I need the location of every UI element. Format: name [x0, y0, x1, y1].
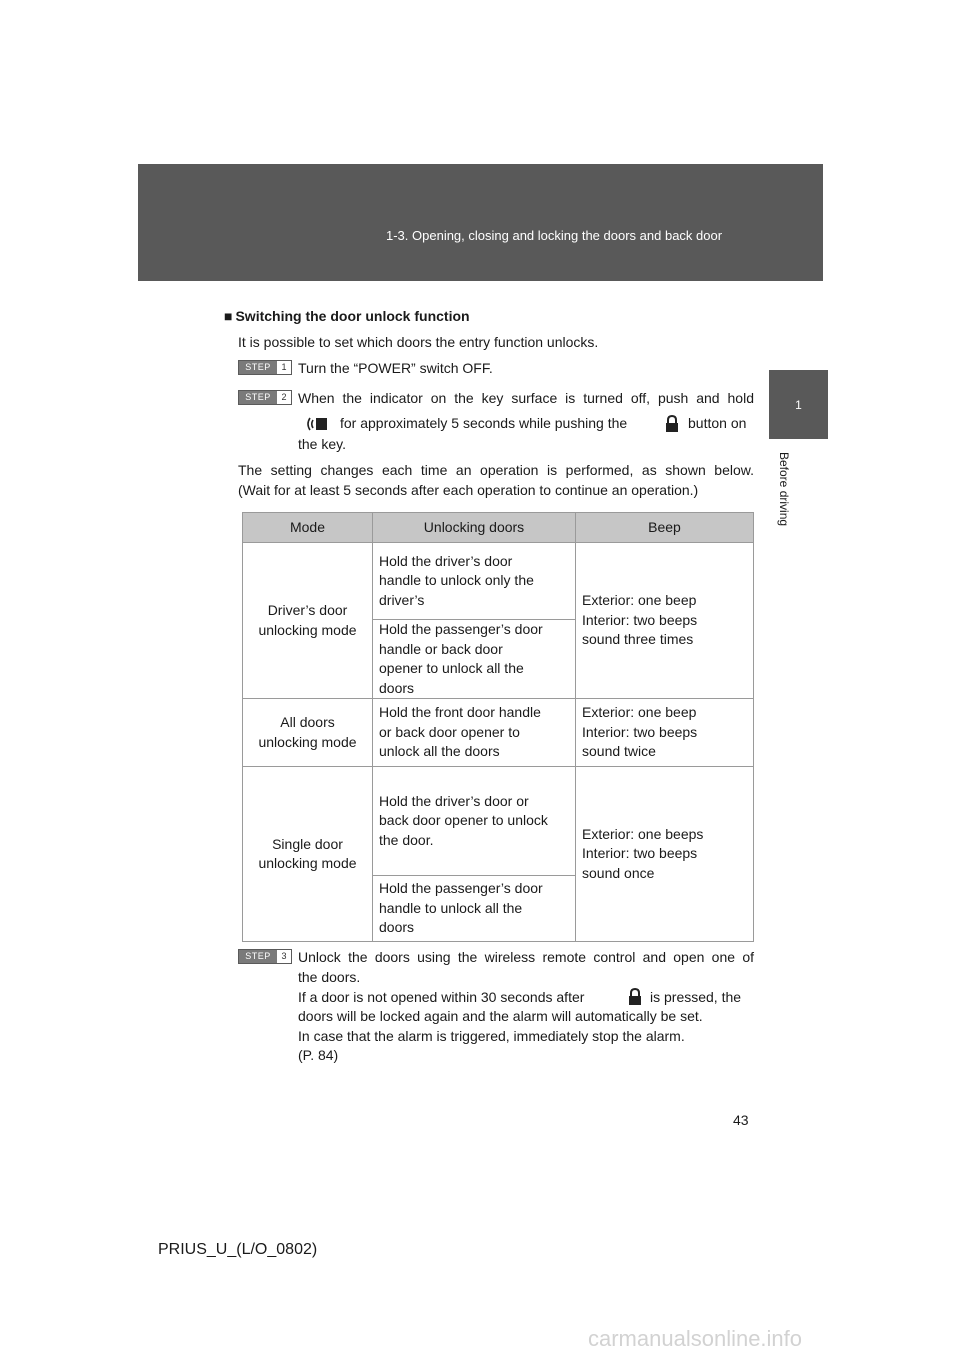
chapter-tab — [769, 370, 828, 439]
setting-note-line2: (Wait for at least 5 seconds after each operation to continue an operation.) — [238, 482, 699, 498]
step-3-line5: In case that the alarm is triggered, immediately stop the alarm. — [298, 1028, 685, 1044]
cell-line: unlocking mode — [258, 733, 357, 750]
step-3-line4: doors will be locked again and the alarm will automatically be set. — [298, 1008, 703, 1024]
cell-line: driver’s — [379, 591, 425, 608]
step-label: STEP — [239, 950, 277, 963]
chapter-number: 1 — [795, 397, 802, 412]
table-header-row — [243, 513, 754, 543]
step-1-text: Turn the “POWER” switch OFF. — [298, 360, 493, 376]
lock-icon — [664, 413, 680, 433]
key-signal-icon — [304, 413, 330, 433]
cell-line: Hold the passenger’s door — [379, 880, 543, 897]
step-2-line2b: button on — [688, 415, 747, 431]
step-2-line2a: for approximately 5 seconds while pushing the — [340, 415, 628, 431]
cell-line: Hold the driver’s door — [379, 552, 513, 569]
step-label: STEP — [239, 361, 277, 374]
beep-cell — [576, 767, 754, 942]
cell-line: sound once — [582, 864, 655, 881]
cell-line: All doors — [280, 714, 335, 730]
step-3-line1: Unlock the doors using the wireless remote control and open one of — [298, 949, 754, 965]
step-3-line3a: If a door is not opened within 30 seconds after — [298, 989, 585, 1005]
cell-line: doors — [379, 919, 415, 936]
cell-line: unlocking mode — [258, 855, 357, 871]
chapter-label: Before driving — [777, 452, 791, 527]
step-3-line3b: is pressed, the — [650, 989, 742, 1005]
cell-line: handle to unlock all the — [379, 899, 523, 916]
unlock-mode-table — [242, 512, 754, 942]
lock-icon — [627, 986, 643, 1006]
step-2-line3: the key. — [298, 436, 346, 452]
watermark: carmanualsonline.info — [588, 1326, 803, 1351]
cell-line: doors — [379, 679, 415, 696]
cell-line: Single door — [272, 835, 343, 852]
document-code: PRIUS_U_(L/O_0802) — [158, 1241, 318, 1258]
step-3-line6: (P. 84) — [298, 1047, 339, 1063]
table-row — [243, 543, 754, 620]
cell-line: back door opener to unlock — [379, 812, 548, 829]
step-number: 1 — [281, 362, 287, 372]
header-beep: Beep — [576, 513, 754, 543]
unlocking-cell — [373, 876, 576, 942]
section-marker: ■ — [224, 308, 233, 324]
step-3-line2: the doors. — [298, 969, 361, 985]
cell-line: Exterior: one beep — [582, 704, 697, 721]
cell-line: sound three times — [582, 631, 694, 648]
cell-line: sound twice — [582, 743, 656, 760]
setting-note-line1: The setting changes each time an operation is performed, as shown below. — [238, 462, 754, 478]
table-row — [243, 699, 754, 767]
cell-line: Hold the passenger’s door — [379, 621, 543, 637]
cell-line: or back door opener to — [379, 723, 520, 740]
cell-line: the door. — [379, 831, 434, 848]
section-header-title: 1-3. Opening, closing and locking the doors and back door — [386, 228, 723, 243]
cell-line: Exterior: one beep — [582, 592, 697, 609]
section-title — [224, 308, 470, 324]
beep-cell — [576, 699, 754, 767]
intro-text: It is possible to set which doors the entry function unlocks. — [238, 334, 599, 350]
mode-cell — [243, 767, 373, 942]
mode-cell — [243, 699, 373, 767]
unlocking-cell — [373, 699, 576, 767]
step-1-badge — [238, 360, 292, 375]
unlocking-cell — [373, 620, 576, 699]
step-3-badge — [238, 949, 292, 964]
cell-line: Interior: two beeps — [582, 723, 698, 740]
cell-line: handle to unlock only the — [379, 572, 534, 589]
mode-cell — [243, 543, 373, 699]
cell-line: Interior: two beeps — [582, 611, 698, 628]
unlocking-cell — [373, 767, 576, 876]
table-row — [243, 767, 754, 876]
cell-line: Interior: two beeps — [582, 845, 698, 862]
header-unlocking-doors: Unlocking doors — [373, 513, 576, 543]
step-2-line1: When the indicator on the key surface is turned off, push and hold — [298, 390, 754, 406]
page-number: 43 — [733, 1112, 749, 1128]
unlocking-cell — [373, 543, 576, 620]
header-mode: Mode — [243, 513, 373, 543]
cell-line: Driver’s door — [267, 602, 348, 618]
step-number: 2 — [281, 392, 287, 402]
cell-line: unlocking mode — [258, 621, 357, 638]
header-band — [138, 164, 823, 281]
beep-cell — [576, 543, 754, 699]
cell-line: unlock all the doors — [379, 743, 500, 760]
cell-line: Hold the driver’s door or — [379, 792, 529, 809]
cell-line: handle or back door — [379, 640, 503, 657]
cell-line: Hold the front door handle — [379, 704, 541, 721]
cell-line: opener to unlock all the — [379, 660, 524, 676]
step-label: STEP — [239, 391, 277, 404]
cell-line: Exterior: one beeps — [582, 825, 704, 842]
step-number: 3 — [281, 951, 287, 961]
section-title-text: Switching the door unlock function — [235, 308, 470, 324]
step-2-badge — [238, 390, 292, 405]
